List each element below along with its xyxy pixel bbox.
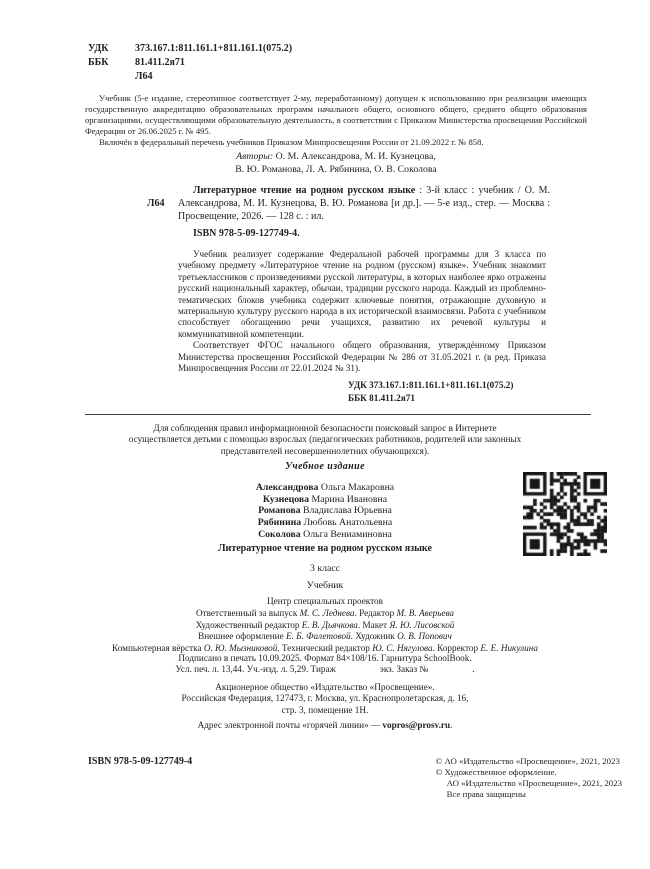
- credits-line: Ответственный за выпуск М. С. Леднева. Редактор М. В. Аверьева: [195, 608, 455, 619]
- print-line-end: .: [472, 664, 475, 675]
- divider-line: [85, 414, 591, 415]
- copyright-line-1: © АО «Издательство «Просвещение», 2021, 2023: [435, 756, 620, 766]
- author-given: Владислава Юрьевна: [303, 505, 392, 517]
- copyright-line-3: АО «Издательство «Просвещение», 2021, 2023: [446, 778, 622, 788]
- bbk-label: ББК: [88, 57, 109, 68]
- author-surname: Романова: [258, 505, 301, 517]
- credits-line: Компьютерная вёрстка О. Ю. Мызниковой. Технический редактор Ю. С. Нягулова. Корректор Е. Е. Никулина: [112, 642, 538, 653]
- udk-label: УДК: [88, 43, 109, 54]
- book-title: Литературное чтение на родном русском языке: [218, 543, 432, 554]
- biblio-index-code: Л64: [147, 198, 165, 209]
- author-given: Ольга Макаровна: [320, 482, 395, 493]
- authors-intro-line2: В. Ю. Романова, Л. А. Рябинина, О. В. Соколова: [235, 163, 437, 175]
- author-given: Ольга Вениаминовна: [303, 528, 392, 540]
- classification-codes: [88, 42, 292, 84]
- copyright-line-4: Все права защищены: [446, 789, 526, 799]
- biblio-details: : 3-й класс : учебник / О. М. Александрова, М. И. Кузнецова, В. Ю. Романова [и др.]. — 5-е изд., стер. — Москва : Просвещение, 2026. — 128 с. : ил.: [178, 185, 550, 222]
- credits-department: Центр специальных проектов: [267, 596, 383, 606]
- print-run-label: Усл. печ. л. 13,44. Уч.-изд. л. 5,29. Тираж: [175, 664, 336, 675]
- inclusion-paragraph: Включён в федеральный перечень учебников Приказом Минпросвещения России от 21.09.2022 г. № 858.: [99, 136, 484, 147]
- copyright-block: [436, 756, 622, 800]
- biblio-title: Литературное чтение на родном русском языке: [193, 185, 416, 196]
- author-given: Любовь Анатольевна: [303, 517, 393, 529]
- publisher-address-2: стр. 3, помещение 1Н.: [281, 704, 369, 715]
- author-surname: Рябинина: [257, 517, 302, 529]
- isbn-bottom: ISBN 978-5-09-127749-4: [88, 756, 193, 767]
- authors-intro: [85, 151, 587, 176]
- qr-code-image: [523, 472, 607, 556]
- udk-repeat: УДК 373.167.1:811.161.1+811.161.1(075.2): [348, 380, 514, 391]
- udk-value: 373.167.1:811.161.1+811.161.1(075.2): [135, 43, 293, 54]
- approval-paragraph: Учебник (5-е издание, стереотипное соответствует 2-му, переработанному) допущен к использованию при реализации имеющих государственную аккредитацию образовательных программ начального общего, основного общего, среднего общего образования организациями, осуществляющими образовательную деятельность, в соответствии с Приказом Министерства просвещения Российской Федерации от 26.06.2025 г. № 495.: [85, 93, 587, 136]
- annotation-paragraph-1: Учебник реализует содержание Федеральной рабочей программы для 3 класса по учебному предмету «Литературное чтение на родном (русском) языке». Учебник знакомит третьеклассников с произведениями русской литературы, в которых наиболее ярко отражены русский национальный характер, обычаи, традиции русского народа. Каждый из проблемно-тематических блоков учебника содержит ключевые понятия, отражающие духовную и материальную культуру русского народа в их исторической взаимосвязи. Работа с учебником способствует обогащению речи учащихся, развитию их речевой культуры и коммуникативной компетенции.: [178, 249, 546, 339]
- copyright-line-2: © Художественное оформление.: [435, 767, 557, 777]
- annotation-paragraph-2: Соответствует ФГОС начального общего образования, утверждённому Приказом Министерства просвещения Российской Федерации № 286 от 31.05.2021 г. (в ред. Приказа Минпросвещения России от 22.01.2024 № 31).: [178, 340, 546, 374]
- biblio-description: [178, 184, 550, 223]
- hotline-email-line: [0, 720, 650, 730]
- authors-label: Авторы:: [236, 151, 274, 162]
- bbk-value: 81.411.2я71: [135, 57, 185, 68]
- publisher-block: [0, 682, 650, 716]
- author-surname: Кузнецова: [262, 493, 310, 505]
- publisher-name: Акционерное общество «Издательство «Просвещение».: [215, 682, 435, 692]
- edition-type-heading: Учебное издание: [285, 461, 365, 472]
- biblio-isbn: ISBN 978-5-09-127749-4.: [193, 228, 300, 239]
- credits-line: Художественный редактор Е. В. Дьячкова. Макет Я. Ю. Лисовской: [195, 619, 455, 630]
- author-surname: Соколова: [258, 528, 301, 540]
- print-info: [0, 653, 650, 676]
- hotline-label: Адрес электронной почты «горячей линии» —: [197, 720, 383, 730]
- production-credits: [0, 596, 650, 654]
- author-given: Марина Ивановна: [311, 493, 388, 505]
- book-grade: 3 класс: [309, 563, 341, 574]
- bbk-repeat: ББК 81.411.2я71: [348, 392, 415, 403]
- publisher-address-1: Российская Федерация, 127473, г. Москва, ул. Краснопролетарская, д. 16,: [181, 693, 469, 704]
- bibliographic-entry: [147, 184, 550, 240]
- bottom-row: [88, 756, 622, 800]
- qr-code: [523, 472, 607, 556]
- authors-names-1: О. М. Александрова, М. И. Кузнецова,: [275, 151, 436, 162]
- order-label: экз. Заказ №: [379, 664, 429, 675]
- print-line-2: [0, 664, 650, 675]
- hotline-email: vopros@prosv.ru: [382, 720, 451, 730]
- book-type: Учебник: [306, 580, 344, 591]
- credits-line: Внешнее оформление Е. Б. Фалетовой. Художник О. В. Попович: [198, 631, 452, 642]
- codes-repeat-block: [348, 379, 546, 404]
- annotation-block: [178, 249, 546, 404]
- approval-block: [85, 93, 587, 148]
- authors-intro-line1: [85, 151, 587, 164]
- author-surname: Александрова: [255, 482, 319, 493]
- print-line-1: Подписано в печать 10.09.2025. Формат 84×108/16. Гарнитура SchoolBook.: [178, 653, 472, 663]
- safety-notice: Для соблюдения правил информационной безопасности поисковый запрос в Интернете осуществляется детьми с помощью взрослых (педагогических работников, родителей или законных представителей несовершеннолетних обучающихся).: [128, 423, 522, 456]
- index-spacer: [88, 70, 135, 84]
- hotline-end: .: [450, 720, 453, 730]
- book-index-code: Л64: [135, 71, 153, 82]
